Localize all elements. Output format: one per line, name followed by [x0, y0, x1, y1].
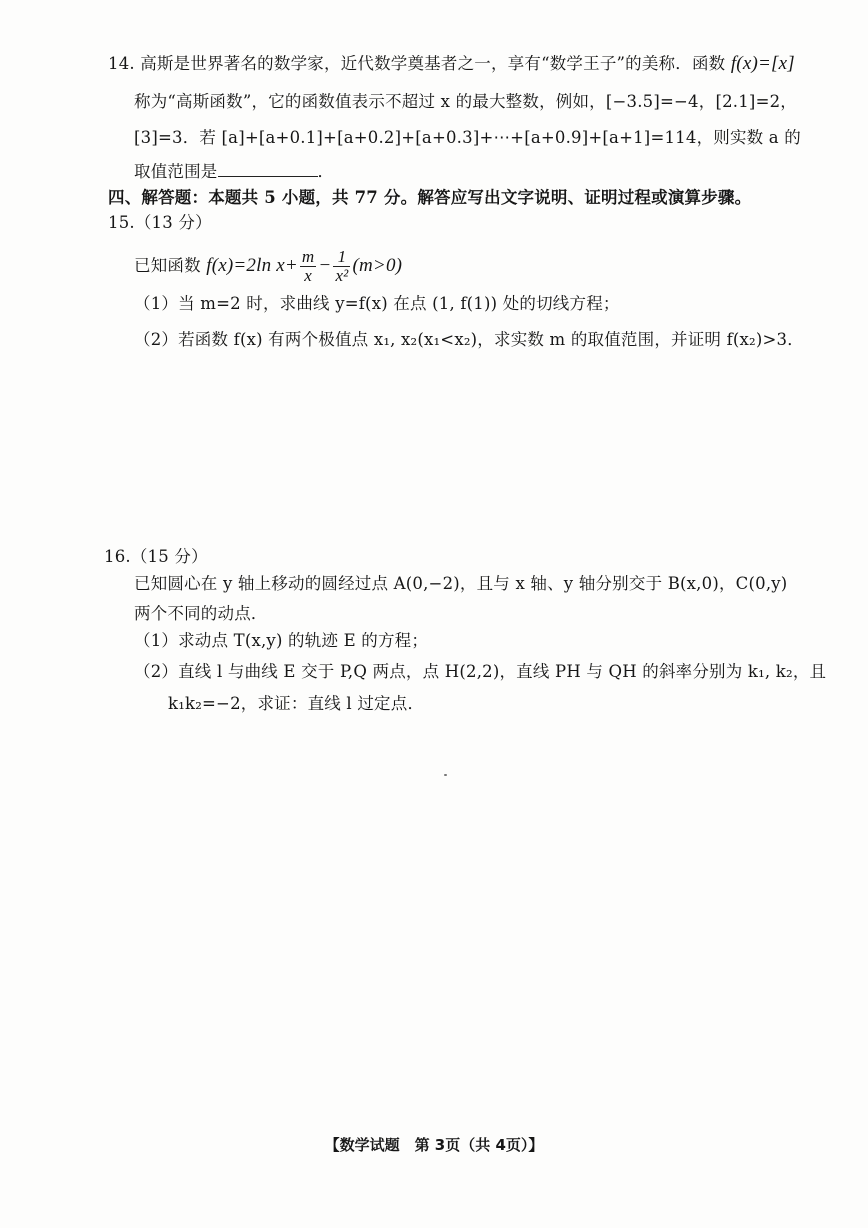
q16-header [104, 545, 208, 569]
section4-heading-text: 四、解答题：本题共 5 小题，共 77 分。解答应写出文字说明、证明过程或演算步骤。 [108, 188, 752, 207]
q15-stem-cond: (m>0) [352, 255, 403, 276]
q16-part2-line1-text: （2）直线 l 与曲线 E 交于 P,Q 两点，点 H(2,2)，直线 PH 与 QH 的斜率分别为 k₁, k₂，且 [134, 662, 827, 681]
q15-stem-func: f(x)=2ln x+ [206, 255, 298, 276]
q15-frac2-den: x² [335, 266, 349, 285]
answer-blank[interactable] [218, 160, 318, 177]
q16-line2-text: 两个不同的动点． [134, 604, 268, 623]
q15-frac2 [333, 248, 350, 285]
q16-header-text: 16.（15 分） [104, 547, 208, 566]
q16-part2-line2-text: k₁k₂=−2，求证：直线 l 过定点． [168, 694, 425, 713]
section4-heading [108, 186, 751, 210]
page-footer-text: 【数学试题 第 3页（共 4页）】 [324, 1136, 544, 1154]
q14-line4 [134, 160, 334, 184]
q15-frac2-num: 1 [333, 248, 350, 267]
q15-header-text: 15.（13 分） [108, 213, 212, 232]
q15-part1-text: （1）当 m=2 时，求曲线 y=f(x) 在点 (1, f(1)) 处的切线方程； [134, 294, 620, 313]
page-footer [0, 1134, 868, 1155]
q15-stem [134, 246, 402, 286]
q14-line3 [134, 126, 801, 150]
q16-part2-line2 [168, 692, 424, 716]
q15-part1 [134, 292, 620, 316]
q14-line2 [134, 90, 797, 114]
q15-part2-text: （2）若函数 f(x) 有两个极值点 x₁, x₂(x₁<x₂)，求实数 m 的取值范围，并证明 f(x₂)>3． [134, 330, 804, 349]
q14-line1 [108, 52, 795, 76]
q15-header [108, 211, 212, 235]
q14-line3-text: [3]=3．若 [a]+[a+0.1]+[a+0.2]+[a+0.3]+⋯+[a+0.9]+[a+1]=114，则实数 a 的 [134, 128, 801, 147]
q16-line2 [134, 602, 268, 626]
q14-line1-math: f(x)=[x] [730, 53, 795, 74]
q15-stem-prefix: 已知函数 [134, 256, 207, 275]
q15-frac1-den: x [304, 266, 313, 285]
q15-minus: − [318, 255, 332, 276]
q16-part1-text: （1）求动点 T(x,y) 的轨迹 E 的方程； [134, 631, 429, 650]
q14-line4-end: ． [317, 162, 335, 181]
q15-frac1-num: m [301, 247, 315, 266]
scan-speck [444, 774, 447, 776]
q16-line1-text: 已知圆心在 y 轴上移动的圆经过点 A(0,−2)，且与 x 轴、y 轴分别交于 B(x,0)，C(0,y) [134, 574, 788, 593]
q14-line2-text: 称为“高斯函数”，它的函数值表示不超过 x 的最大整数，例如，[−3.5]=−4，[2.1]=2， [134, 92, 797, 111]
q16-part1 [134, 629, 428, 653]
q14-line4-text: 取值范围是 [134, 162, 218, 181]
q14-line1-text: 14. 高斯是世界著名的数学家，近代数学奠基者之一，享有“数学王子”的美称．函数 [108, 54, 731, 73]
q16-line1 [134, 572, 787, 596]
q16-part2-line1 [134, 660, 826, 684]
q15-part2 [134, 328, 804, 352]
q15-frac1 [300, 248, 316, 285]
